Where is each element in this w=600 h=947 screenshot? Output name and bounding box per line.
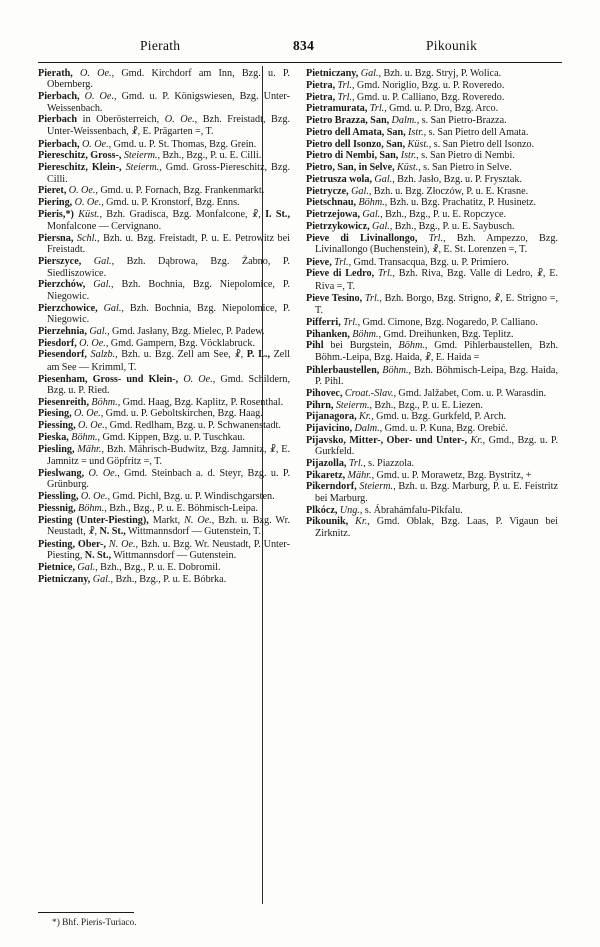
dictionary-entry: Pieska, Böhm., Gmd. Kippen, Bzg. u. P. Tuschkau.: [38, 431, 245, 443]
dictionary-entry: Pietrzykowicz, Gal., Bzh., Bzg., P. u. E. Saybusch.: [306, 220, 515, 232]
header-right-word: Pikounik: [426, 38, 478, 53]
dictionary-entry: Pietniczany, Gal., Bzh., Bzg., P. u. E. Bóbrka.: [38, 573, 227, 585]
dictionary-entry: Pietro dell Isonzo, San, Küst., s. San Pietro dell Isonzo.: [306, 138, 535, 150]
dictionary-entry: Pijazolla, Trl., s. Piazzola.: [306, 457, 415, 469]
dictionary-entry: Pieslwang, O. Oe., Gmd. Steinbach a. d. Steyr, Bzg. u. P. Grünburg.: [38, 467, 290, 491]
dictionary-entry: Pihl bei Burgstein, Böhm., Gmd. Pihlerbaustellen, Bzh. Böhm.-Leipa, Bzg. Haida, ☧, E. Haida =: [306, 340, 559, 363]
dictionary-entry: Pieret, O. Oe., Gmd. u. P. Fornach, Bzg. Frankenmarkt.: [38, 185, 265, 197]
dictionary-entry: Pihrn, Steierm., Bzh., Bzg., P. u. E. Liezen.: [306, 399, 483, 411]
dictionary-entry: Piessing, O. Oe., Gmd. Redlham, Bzg. u. P. Schwanenstadt.: [38, 420, 281, 432]
page-header: [40, 38, 560, 56]
dictionary-entry: Pietro di Nembi, San, Istr., s. San Pietro di Nembi.: [306, 150, 515, 162]
dictionary-entry: Pierzchów, Gal., Bzh. Bochnia, Bzg. Niepolomice, P. Niegowic.: [38, 279, 290, 302]
dictionary-entry: Piesing, O. Oe., Gmd. u. P. Geboltskirchen, Bzg. Haag.: [38, 408, 263, 420]
dictionary-entry: Pierzchowice, Gal., Bzh. Bochnia, Bzg. Niepolomice, P. Niegowic.: [38, 302, 290, 326]
dictionary-entry: Pierath, O. Oe., Gmd. Kirchdorf am Inn, Bzg. u. P. Obernberg.: [38, 68, 290, 91]
dictionary-entry: Pijavsko, Mitter-, Ober- und Unter-, Kr., Gmd., Bzg. u. P. Gurkfeld.: [306, 434, 558, 458]
dictionary-entry: Pihovec, Croat.-Slav., Gmd. Jalžabet, Com. u. P. Warasdin.: [306, 387, 547, 399]
dictionary-entry: Pihlerbaustellen, Böhm., Bzh. Böhmisch-Leipa, Bzg. Haida, P. Pihl.: [306, 364, 558, 388]
dictionary-entry: Pifferri, Trl., Gmd. Cimone, Bzg. Nogaredo, P. Calliano.: [306, 316, 538, 328]
dictionary-entry: Pieve di Ledro, Trl., Bzh. Riva, Bzg. Valle di Ledro, ☧, E. Riva =, T.: [306, 268, 558, 292]
dictionary-entry: Pierbach, O. Oe., Gmd. u. P. Königswiesen, Bzg. Unter-Weissenbach.: [38, 91, 290, 114]
dictionary-entry: Piessling, O. Oe., Gmd. Pichl, Bzg. u. P. Windischgarsten.: [38, 491, 275, 503]
dictionary-entry: Pierszyce, Gal., Bzh. Dąbrowa, Bzg. Żabno, P. Siedliszowice.: [38, 256, 290, 279]
dictionary-entry: Pijavicino, Dalm., Gmd. u. P. Kuna, Bzg. Orebić.: [306, 423, 508, 435]
dictionary-entry: Pietro Brazza, San, Dalm., s. San Pietro-Brazza.: [306, 115, 507, 126]
dictionary-entry: Pikerndorf, Steierm., Bzh. u. Bzg. Marburg, P. u. E. Feistritz bei Marburg.: [306, 481, 558, 504]
dictionary-entry: Pietra, Trl., Gmd. Noriglio, Bzg. u. P. Roveredo.: [306, 79, 505, 91]
dictionary-entry: Piesenham, Gross- und Klein-, O. Oe., Gmd. Schildern, Bzg. u. P. Ried.: [38, 373, 290, 396]
header-rule: [38, 62, 562, 63]
dictionary-entry: Piesendorf, Salzb., Bzh. u. Bzg. Zell am See, ☧, P. L., Zell am See — Krimml, T.: [38, 349, 290, 373]
dictionary-entry: Pierbach, O. Oe., Gmd. u. P. St. Thomas, Bzg. Grein.: [38, 138, 257, 150]
dictionary-entry: Piesting, Ober-, N. Oe., Bzh. u. Bzg. Wr. Neustadt, P. Unter-Piesting, N. St., Wittmannsdorf — Gutenstein.: [38, 538, 290, 562]
dictionary-entry: Pieve Tesino, Trl., Bzh. Borgo, Bzg. Strigno, ☧, E. Strigno =, T.: [306, 292, 558, 317]
footnote-rule: [38, 912, 134, 913]
dictionary-entry: Piering, O. Oe., Gmd. u. P. Kronstorf, Bzg. Enns.: [38, 197, 240, 209]
page-number: 834: [293, 38, 315, 53]
dictionary-entry: Pietro dell Amata, San, Istr., s. San Pietro dell Amata.: [306, 126, 529, 138]
dictionary-entry: Pikaretz, Mähr., Gmd. u. P. Morawetz, Bzg. Bystritz, +: [306, 469, 532, 481]
dictionary-entry: Pietschnau, Böhm., Bzh. u. Bzg. Prachatitz, P. Husinetz.: [306, 197, 537, 209]
dictionary-entry: Piereschitz, Gross-, Steierm., Bzh., Bzg., P. u. E. Cilli.: [38, 150, 262, 162]
dictionary-entry: Pikounik, Kr., Gmd. Oblak, Bzg. Laas, P. Vigaun bei Zirknitz.: [306, 516, 558, 539]
right-column: [294, 68, 562, 908]
dictionary-entry: Plkócz, Ung., s. Ábrahámfalu-Pikfalu.: [306, 504, 463, 516]
dictionary-entry: Piersna, Schl., Bzh. u. Bzg. Freistadt, P. u. E. Petrowitz bei Freistadt.: [38, 233, 290, 256]
dictionary-entry: Pietro, San, in Selve, Küst., s. San Pietro in Selve.: [306, 162, 512, 173]
dictionary-entry: Piesting (Unter-Piesting), Markt, N. Oe., Bzh. u. Bzg. Wr. Neustadt, ☧, N. St., Wittmannsdorf — Gutenstein, T.: [38, 514, 291, 538]
dictionary-entry: Pierbach in Oberösterreich, O. Oe., Bzh. Freistadt, Bzg. Unter-Weissenbach, ☧, E. Prägarten =, T.: [38, 114, 291, 137]
dictionary-entry: Piesdorf, O. Oe., Gmd. Gampern, Bzg. Vöcklabruck.: [38, 337, 256, 349]
text-columns: [38, 68, 562, 908]
dictionary-entry: Pietramurata, Trl., Gmd. u. P. Dro, Bzg. Arco.: [306, 103, 499, 115]
dictionary-entry: Pietrusza wola, Gal., Bzh. Jasło, Bzg. u. P. Frysztak.: [306, 173, 523, 185]
dictionary-entry: Pieve, Trl., Gmd. Transacqua, Bzg. u. P. Primiero.: [306, 256, 509, 268]
dictionary-entry: Pietniczany, Gal., Bzh. u. Bzg. Stryj, P. Wolica.: [306, 68, 502, 79]
dictionary-entry: Piesenreith, Böhm., Gmd. Haag, Bzg. Kaplitz, P. Rosenthal.: [38, 396, 284, 408]
dictionary-entry: Pieris,*) Küst., Bzh. Gradisca, Bzg. Monfalcone, ☧, I. St., Monfalcone — Cervignano.: [38, 208, 290, 233]
dictionary-entry: Pierzehnia, Gal., Gmd. Jasłany, Bzg. Mielec, P. Padew.: [38, 325, 265, 337]
left-column: [38, 68, 294, 908]
dictionary-entry: Pietrycze, Gal., Bzh. u. Bzg. Złoczów, P. u. E. Krasne.: [306, 185, 529, 197]
dictionary-entry: Pietra, Trl., Gmd. u. P. Calliano, Bzg. Roveredo.: [306, 91, 505, 103]
dictionary-entry: Pihanken, Böhm., Gmd. Dreihunken, Bzg. Teplitz.: [306, 328, 514, 340]
header-left-word: Pierath: [140, 38, 181, 53]
dictionary-entry: Pieve di Livinallongo, Trl., Bzh. Ampezzo, Bzg. Livinallongo (Buchenstein), ☧, E. St. Lorenzen =, T.: [306, 232, 558, 255]
dictionary-entry: Pietnice, Gal., Bzh., Bzg., P. u. E. Dobromil.: [38, 562, 221, 574]
footnote: *) Bhf. Pieris-Turiaco.: [52, 918, 137, 928]
dictionary-entry: Piessnig, Böhm., Bzh., Bzg., P. u. E. Böhmisch-Leipa.: [38, 502, 258, 514]
dictionary-entry: Piesling, Mähr., Bzh. Mährisch-Budwitz, Bzg. Jamnitz, ☧, E. Jamnitz = und Göpfritz =, T.: [38, 443, 290, 468]
dictionary-entry: Pietrzejowa, Gal., Bzh., Bzg., P. u. E. Ropczyce.: [306, 209, 507, 220]
dictionary-entry: Piereschitz, Klein-, Steierm., Gmd. Gross-Piereschitz, Bzg. Cilli.: [38, 162, 291, 185]
dictionary-entry: Pijanagora, Kr., Gmd. u. Bzg. Gurkfeld, P. Arch.: [306, 411, 507, 423]
